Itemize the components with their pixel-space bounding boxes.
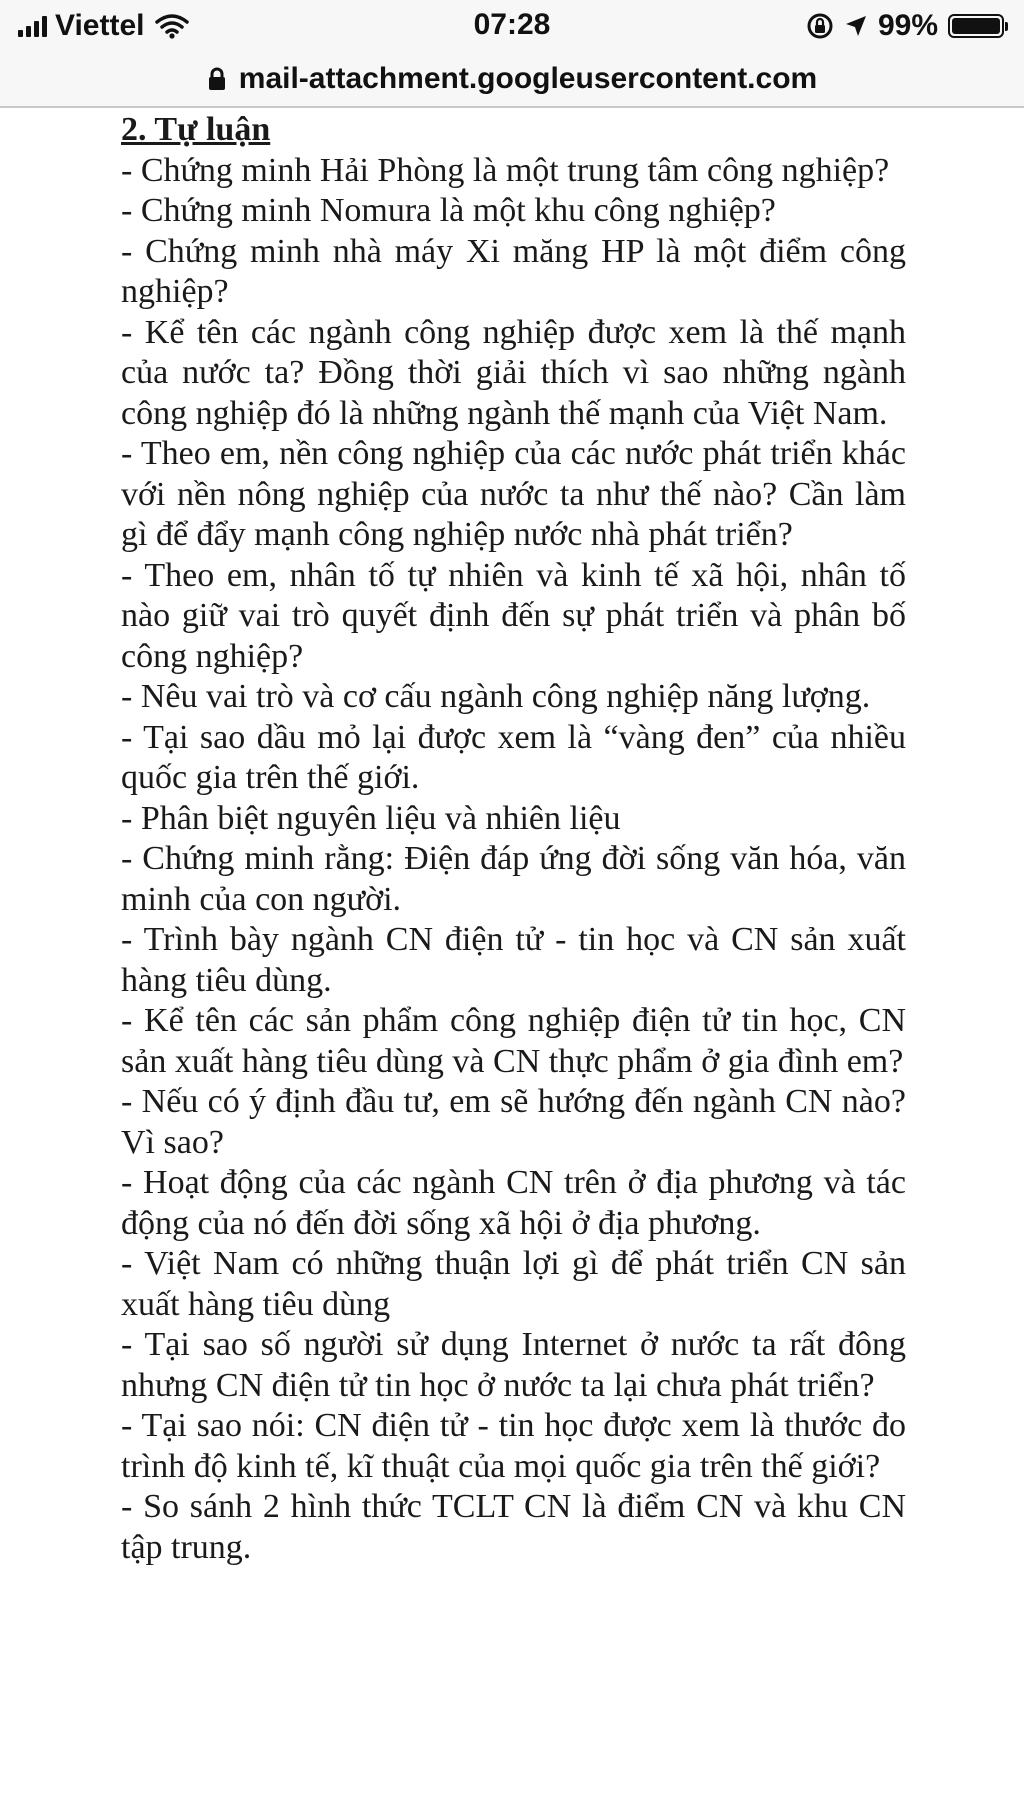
question-item: - Tại sao nói: CN điện tử - tin học được xem là thước đo trình độ kinh tế, kĩ thuật của mọi quốc gia trên thế giới? [121,1407,906,1485]
status-bar [0,0,1024,52]
document-body [121,110,906,1568]
status-indicators [806,8,1004,44]
question-item: - Nếu có ý định đầu tư, em sẽ hướng đến ngành CN nào? Vì sao? [121,1083,906,1161]
question-item: - Kể tên các sản phẩm công nghiệp điện tử tin học, CN sản xuất hàng tiêu dùng và CN thực phẩm ở gia đình em? [121,1002,906,1080]
question-item: - Chứng minh nhà máy Xi măng HP là một điểm công nghiệp? [121,232,906,310]
question-item: - Nêu vai trò và cơ cấu ngành công nghiệp năng lượng. [121,678,871,715]
question-item: - Chứng minh rằng: Điện đáp ứng đời sống văn hóa, văn minh của con người. [121,840,906,918]
question-item: - Chứng minh Nomura là một khu công nghiệp? [121,192,776,229]
question-item: - So sánh 2 hình thức TCLT CN là điểm CN và khu CN tập trung. [121,1488,906,1566]
question-item: - Phân biệt nguyên liệu và nhiên liệu [121,799,621,837]
question-item: - Việt Nam có những thuận lợi gì để phát triển CN sản xuất hàng tiêu dùng [121,1245,906,1323]
lock-icon [207,67,227,91]
question-list [121,151,906,1569]
question-item: - Hoạt động của các ngành CN trên ở địa phương và tác động của nó đến đời sống xã hội ở địa phương. [121,1164,906,1242]
carrier-group [18,8,189,44]
clock: 07:28 [473,8,551,41]
wifi-icon [155,13,189,39]
question-item: - Trình bày ngành CN điện tử - tin học và CN sản xuất hàng tiêu dùng. [121,921,906,999]
battery-icon [948,14,1004,38]
url-text[interactable]: mail-attachment.googleusercontent.com [238,62,818,95]
battery-percent: 99% [877,9,938,42]
address-bar[interactable] [0,52,1024,108]
section-title: 2. Tự luận [121,111,271,148]
signal-strength-icon [18,15,47,37]
question-item: - Kể tên các ngành công nghiệp được xem là thế mạnh của nước ta? Đồng thời giải thích vì sao những ngành công nghiệp đó là những ngành thế mạnh của Việt Nam. [121,313,906,432]
question-item: - Chứng minh Hải Phòng là một trung tâm công nghiệp? [121,151,890,189]
question-item: - Theo em, nhân tố tự nhiên và kinh tế xã hội, nhân tố nào giữ vai trò quyết định đến sự phát triển và phân bố công nghiệp? [121,556,906,675]
carrier-name: Viettel [55,9,145,42]
orientation-lock-icon [806,12,834,40]
battery-level [952,18,1000,34]
question-item: - Tại sao số người sử dụng Internet ở nước ta rất đông nhưng CN điện tử tin học ở nước ta lại chưa phát triển? [121,1326,906,1404]
question-item: - Theo em, nền công nghiệp của các nước phát triển khác với nền nông nghiệp của nước ta như thế nào? Cần làm gì để đẩy mạnh công nghiệp nước nhà phát triển? [121,435,906,553]
location-arrow-icon [844,14,868,38]
question-item: - Tại sao dầu mỏ lại được xem là “vàng đen” của nhiều quốc gia trên thế giới. [121,718,906,796]
